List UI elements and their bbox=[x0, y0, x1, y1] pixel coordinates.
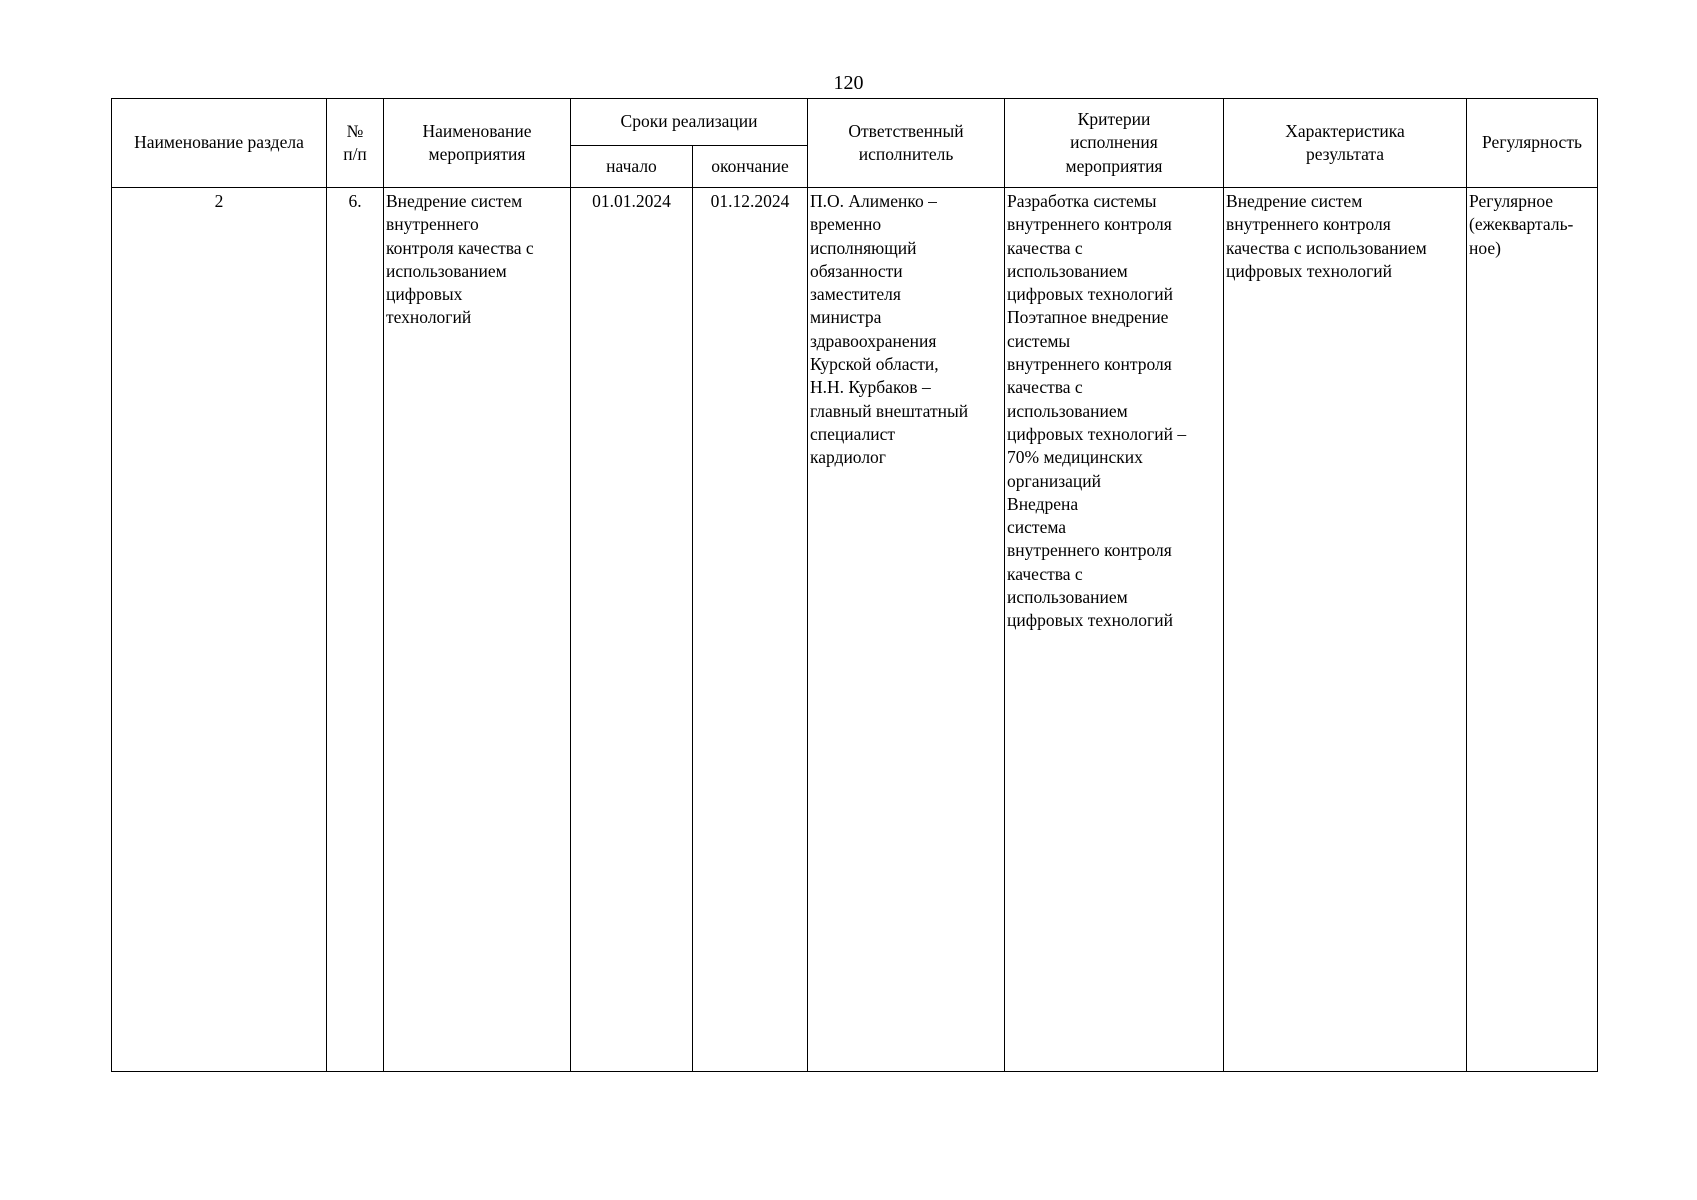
cell-criteria-line: использованием bbox=[1007, 260, 1128, 281]
header-end-label: окончание bbox=[711, 155, 789, 176]
header-number bbox=[327, 99, 384, 188]
cell-responsible-line: заместителя bbox=[810, 284, 901, 305]
cell-criteria-line: цифровых технологий – bbox=[1007, 423, 1187, 444]
cell-end-value: 01.12.2024 bbox=[710, 191, 790, 211]
header-result-line: результата bbox=[1305, 144, 1385, 164]
cell-criteria-line: 70% медицинских bbox=[1007, 447, 1143, 468]
cell-criteria-line: организаций bbox=[1007, 470, 1101, 491]
cell-start-value: 01.01.2024 bbox=[592, 191, 671, 211]
cell-criteria-line: использованием bbox=[1007, 587, 1128, 608]
cell-criteria bbox=[1005, 188, 1224, 1072]
cell-section-value: 2 bbox=[214, 191, 224, 211]
header-end bbox=[693, 146, 808, 188]
header-section-label: Наименование раздела bbox=[134, 132, 304, 153]
cell-event-line: Внедрение систем bbox=[386, 191, 523, 211]
header-result-line: Характеристика bbox=[1285, 120, 1405, 141]
cell-criteria-line: Разработка системы bbox=[1007, 191, 1157, 211]
cell-criteria-line: цифровых технологий bbox=[1007, 610, 1173, 631]
cell-result-line: Внедрение систем bbox=[1226, 191, 1363, 211]
cell-criteria-line: Внедрена bbox=[1007, 493, 1079, 514]
header-responsible-line: Ответственный bbox=[848, 120, 964, 141]
table-body bbox=[112, 188, 1598, 1072]
cell-section bbox=[112, 188, 327, 1072]
header-regularity-label: Регулярность bbox=[1482, 132, 1582, 153]
cell-regularity bbox=[1467, 188, 1598, 1072]
header-event-line: Наименование bbox=[422, 120, 532, 141]
header-criteria-line: мероприятия bbox=[1065, 155, 1163, 176]
cell-criteria-line: цифровых технологий bbox=[1007, 284, 1173, 305]
cell-responsible-line: Н.Н. Курбаков – bbox=[810, 377, 931, 398]
cell-regularity-line: Регулярное bbox=[1469, 191, 1554, 211]
cell-responsible-line: временно bbox=[810, 214, 882, 235]
cell-result-line: цифровых технологий bbox=[1226, 260, 1392, 281]
cell-criteria-line: использованием bbox=[1007, 400, 1128, 421]
cell-responsible-line: исполняющий bbox=[810, 237, 917, 258]
cell-regularity-line: (ежекварталь- bbox=[1469, 214, 1574, 235]
cell-criteria-line: качества с bbox=[1007, 237, 1083, 258]
cell-responsible-line: Курской области, bbox=[810, 354, 939, 375]
cell-responsible-line: специалист bbox=[810, 423, 896, 444]
cell-result-line: внутреннего контроля bbox=[1226, 214, 1391, 235]
header-result bbox=[1224, 99, 1467, 188]
cell-start bbox=[571, 188, 693, 1072]
header-event bbox=[384, 99, 571, 188]
page-number: 120 bbox=[833, 72, 864, 94]
cell-responsible-line: обязанности bbox=[810, 260, 903, 281]
header-responsible-line: исполнитель bbox=[858, 144, 954, 164]
cell-responsible-line: здравоохранения bbox=[810, 330, 937, 351]
header-section bbox=[112, 99, 327, 188]
cell-number-value: 6. bbox=[348, 191, 362, 211]
header-criteria-line: Критерии bbox=[1077, 109, 1151, 130]
cell-result bbox=[1224, 188, 1467, 1072]
cell-criteria-line: система bbox=[1007, 517, 1067, 538]
cell-number bbox=[327, 188, 384, 1072]
cell-criteria-line: системы bbox=[1007, 330, 1071, 351]
table-row bbox=[112, 188, 1598, 1072]
header-number-line: п/п bbox=[343, 144, 367, 164]
plan-table bbox=[111, 98, 1598, 1072]
cell-criteria-line: Поэтапное внедрение bbox=[1007, 307, 1169, 328]
table-header bbox=[112, 99, 1598, 188]
cell-event-line: контроля качества с bbox=[386, 237, 534, 258]
cell-responsible-line: главный внештатный bbox=[810, 400, 969, 421]
header-terms-label: Сроки реализации bbox=[620, 111, 758, 132]
cell-responsible-line: министра bbox=[810, 307, 882, 328]
header-event-line: мероприятия bbox=[428, 144, 526, 164]
header-responsible bbox=[808, 99, 1005, 188]
cell-criteria-line: качества с bbox=[1007, 377, 1083, 398]
header-regularity bbox=[1467, 99, 1598, 188]
cell-event-line: внутреннего bbox=[386, 214, 479, 235]
header-criteria-line: исполнения bbox=[1070, 132, 1158, 153]
header-start-label: начало bbox=[606, 155, 657, 176]
cell-responsible-line: кардиолог bbox=[810, 447, 886, 468]
cell-result-line: качества с использованием bbox=[1226, 237, 1427, 258]
cell-criteria-line: внутреннего контроля bbox=[1007, 214, 1172, 235]
cell-event-line: использованием bbox=[386, 260, 507, 281]
cell-criteria-line: качества с bbox=[1007, 563, 1083, 584]
cell-event bbox=[384, 188, 571, 1072]
cell-responsible bbox=[808, 188, 1005, 1072]
cell-responsible-line: П.О. Алименко – bbox=[810, 191, 937, 211]
header-start bbox=[571, 146, 693, 188]
cell-end bbox=[693, 188, 808, 1072]
header-criteria bbox=[1005, 99, 1224, 188]
cell-event-line: цифровых bbox=[386, 284, 463, 305]
cell-regularity-line: ное) bbox=[1469, 237, 1501, 258]
cell-criteria-line: внутреннего контроля bbox=[1007, 540, 1172, 561]
cell-criteria-line: внутреннего контроля bbox=[1007, 354, 1172, 375]
cell-event-line: технологий bbox=[386, 307, 472, 328]
header-number-line: № bbox=[346, 120, 364, 141]
header-terms bbox=[571, 99, 808, 146]
